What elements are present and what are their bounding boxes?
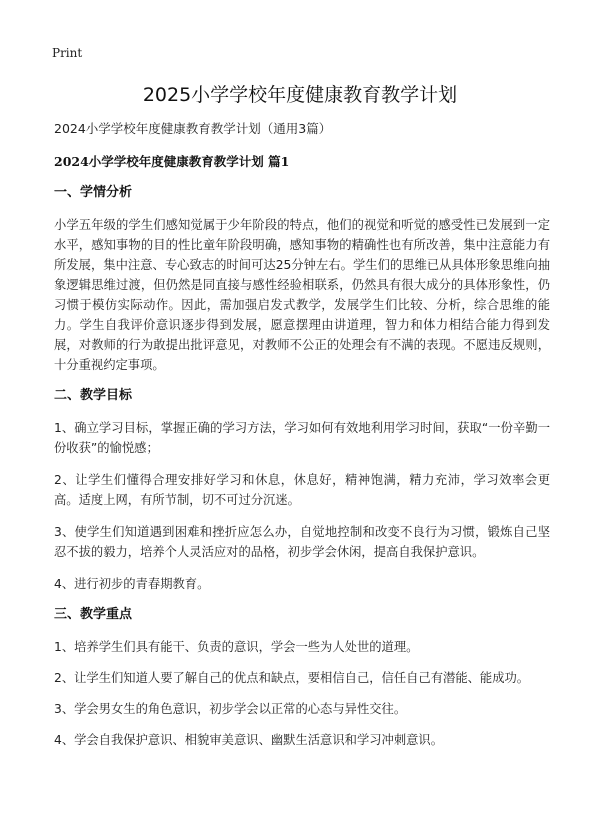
paragraph: 3、学会男女生的角色意识，初步学会以正常的心态与异性交往。 <box>54 702 407 716</box>
section-heading: 三、教学重点 <box>54 607 133 622</box>
paragraph: 2、让学生们知道人要了解自己的优点和缺点，要相信自己，信任自己有潜能、能成功。 <box>54 671 530 685</box>
section-teaching-goals <box>54 387 550 594</box>
section-heading: 一、学情分析 <box>54 185 133 200</box>
paragraph: 小学五年级的学生们感知觉属于少年阶段的特点，他们的视觉和听觉的感受性已发展到一定水平，感知事物的目的性比童年阶段明确，感知事物的精确性也有所改善，集中注意能力有所发展，集中注意、专心致志的时间可达25分钟左右。学生们的思维已从具体形象思维向抽象逻辑思维过渡，但仍然是同直接与感性经验相联系，仍然具有很大成分的具体形象性，仍习惯于模仿实际动作。因此，需加强启发式教学，发展学生们比较、分析，综合思维的能力。学生自我评价意识逐步得到发展，愿意摆理由讲道理，智力和体力相结合能力得到发展，对教师的行为敢提出批评意见，对教师不公正的处理会有不满的表现。不愿违反规则，十分重视约定事项。 <box>54 218 550 372</box>
part-title: 2024小学学校年度健康教育教学计划 篇1 <box>54 154 290 169</box>
section-learning-analysis <box>54 184 550 375</box>
paragraph: 1、确立学习目标，掌握正确的学习方法，学习如何有效地利用学习时间，获取“一份辛勤一份收获”的愉悦感； <box>54 421 550 455</box>
paragraph: 1、培养学生们具有能干、负责的意识，学会一些为人处世的道理。 <box>54 640 419 654</box>
document-body <box>54 120 550 761</box>
print-link[interactable]: Print <box>52 46 83 60</box>
section-teaching-focus <box>54 606 550 750</box>
paragraph: 2、让学生们懂得合理安排好学习和休息，休息好，精神饱满，精力充沛，学习效率会更高。适度上网，有所节制，切不可过分沉迷。 <box>54 473 550 507</box>
paragraph: 4、进行初步的青春期教育。 <box>54 577 210 591</box>
document-subtitle: 2024小学学校年度健康教育教学计划（通用3篇） <box>54 121 332 136</box>
paragraph: 3、使学生们知道遇到困难和挫折应怎么办，自觉地控制和改变不良行为习惯，锻炼自己坚忍不拔的毅力，培养个人灵活应对的品格，初步学会休闲，提高自我保护意识。 <box>54 525 550 559</box>
page-title: 2025小学学校年度健康教育教学计划 <box>142 84 458 106</box>
paragraph: 4、学会自我保护意识、相貌审美意识、幽默生活意识和学习冲刺意识。 <box>54 733 444 747</box>
section-heading: 二、教学目标 <box>54 388 133 403</box>
